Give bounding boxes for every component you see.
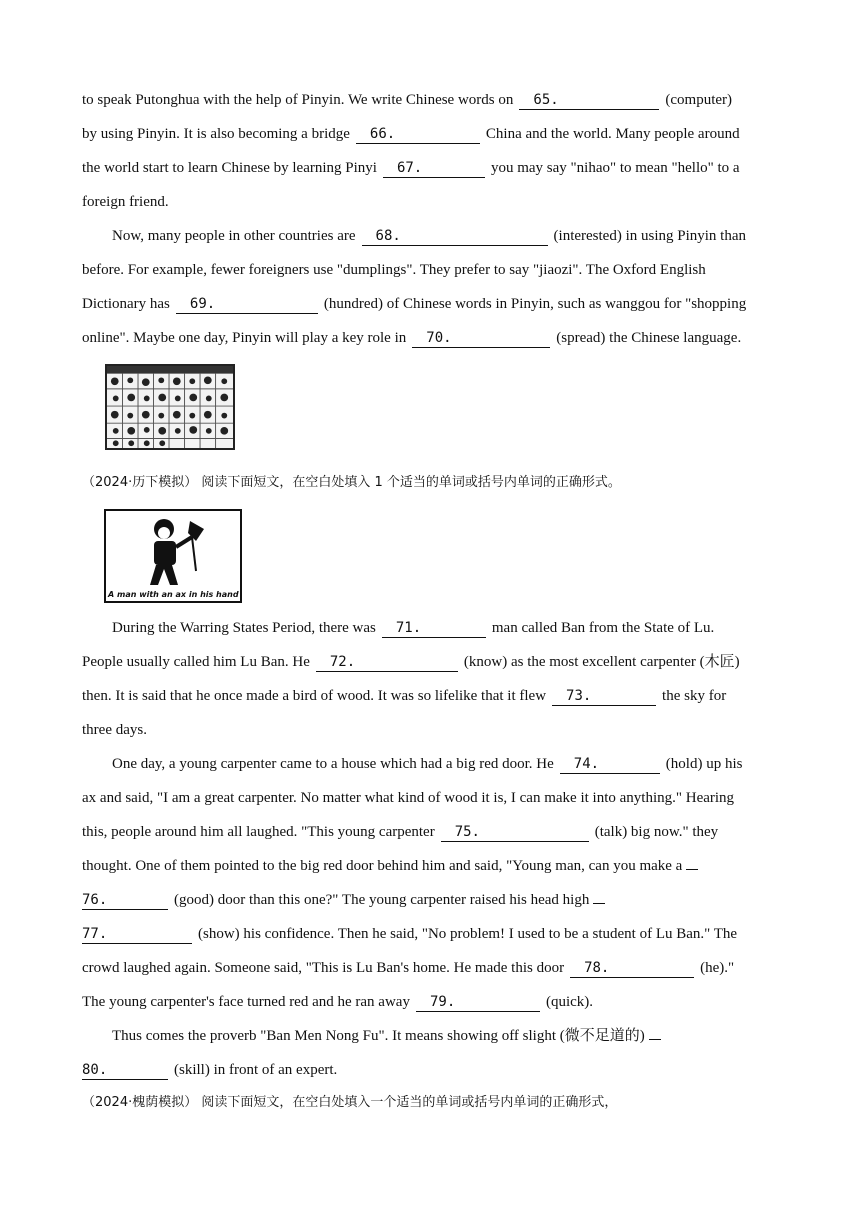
blank-71[interactable]: 71. (382, 619, 486, 638)
p1-line-4: foreign friend. (82, 194, 169, 210)
man-with-ax-image (104, 509, 242, 603)
source-note-2: （2024·槐荫模拟） 阅读下面短文，在空白处填入一个适当的单词或括号内单词的正确形式， (82, 1095, 618, 1110)
blank-69[interactable]: 69. (176, 295, 318, 314)
image-caption: A man with an ax in his hand (108, 590, 239, 599)
p2-line-2: People usually called him Lu Ban. He 72. (know) as the most excellent carpenter (木匠) (82, 654, 740, 670)
p1-line-2: by using Pinyin. It is also becoming a bridge 66. China and the world. Many people around (82, 126, 740, 142)
blank-78[interactable]: 78. (570, 959, 694, 978)
p1-line-3: the world start to learn Chinese by learning Pinyi 67. you may say "nihao" to mean "hello" to a (82, 160, 740, 176)
blank-68[interactable]: 68. (362, 227, 548, 246)
blank-73[interactable]: 73. (552, 687, 656, 706)
blank-79[interactable]: 79. (416, 993, 540, 1012)
p1-line-7: Dictionary has 69. (hundred) of Chinese words in Pinyin, such as wanggou for "shopping (82, 296, 747, 312)
p2-line-7: this, people around him all laughed. "This young carpenter 75. (talk) big now." they (82, 824, 719, 840)
p2-line-10: 77. (show) his confidence. Then he said, "No problem! I used to be a student of Lu Ban." The (82, 926, 738, 942)
blank-65[interactable]: 65. (519, 91, 659, 110)
blank-76-start (686, 855, 698, 870)
p2-line-8: thought. One of them pointed to the big red door behind him and said, "Young man, can you make a (82, 850, 782, 884)
p1-line-1: to speak Putonghua with the help of Pinyin. We write Chinese words on 65. (computer) (82, 92, 733, 108)
blank-77[interactable]: 77. (82, 925, 192, 944)
p2-line-9: 76. (good) door than this one?" The young carpenter raised his head high (82, 884, 782, 918)
blank-66[interactable]: 66. (356, 125, 480, 144)
p1-line-5: Now, many people in other countries are 68. (interested) in using Pinyin than (112, 228, 747, 244)
man-with-ax-graphic (106, 511, 240, 601)
p1-line-6: before. For example, fewer foreigners use "dumplings". They prefer to say "jiaozi". The Oxford English (82, 262, 706, 278)
p2-line-3: then. It is said that he once made a bird of wood. It was so lifelike that it flew 73. the sky for (82, 688, 727, 704)
passage-2 (82, 612, 782, 1088)
p2-line-1: During the Warring States Period, there was 71. man called Ban from the State of Lu. (112, 620, 715, 636)
pinyin-chart-image (105, 364, 235, 450)
p2-line-12: The young carpenter's face turned red and he ran away 79. (quick). (82, 994, 594, 1010)
source-note-1: （2024·历下模拟） 阅读下面短文，在空白处填入 1 个适当的单词或括号内单词的正确形式。 (82, 475, 621, 490)
p2-line-6: ax and said, "I am a great carpenter. No matter what kind of wood it is, I can make it into anything." Hearing (82, 790, 735, 806)
blank-67[interactable]: 67. (383, 159, 485, 178)
blank-80[interactable]: 80. (82, 1061, 168, 1080)
blank-74[interactable]: 74. (560, 755, 660, 774)
pinyin-chart-graphic (107, 366, 233, 448)
blank-77-start (593, 889, 605, 904)
blank-75[interactable]: 75. (441, 823, 589, 842)
blank-72[interactable]: 72. (316, 653, 458, 672)
blank-70[interactable]: 70. (412, 329, 550, 348)
p2-line-5: One day, a young carpenter came to a house which had a big red door. He 74. (hold) up his (112, 756, 743, 772)
passage-1 (82, 84, 782, 356)
p2-line-13: Thus comes the proverb "Ban Men Nong Fu". It means showing off slight (微不足道的) (82, 1020, 782, 1054)
p2-line-14: 80. (skill) in front of an expert. (82, 1062, 338, 1078)
blank-80-start (649, 1025, 661, 1040)
p2-line-4: three days. (82, 722, 147, 738)
blank-76[interactable]: 76. (82, 891, 168, 910)
p2-line-11: crowd laughed again. Someone said, "This is Lu Ban's home. He made this door 78. (he)." (82, 960, 735, 976)
p1-line-8: online". Maybe one day, Pinyin will play a key role in 70. (spread) the Chinese language. (82, 330, 742, 346)
